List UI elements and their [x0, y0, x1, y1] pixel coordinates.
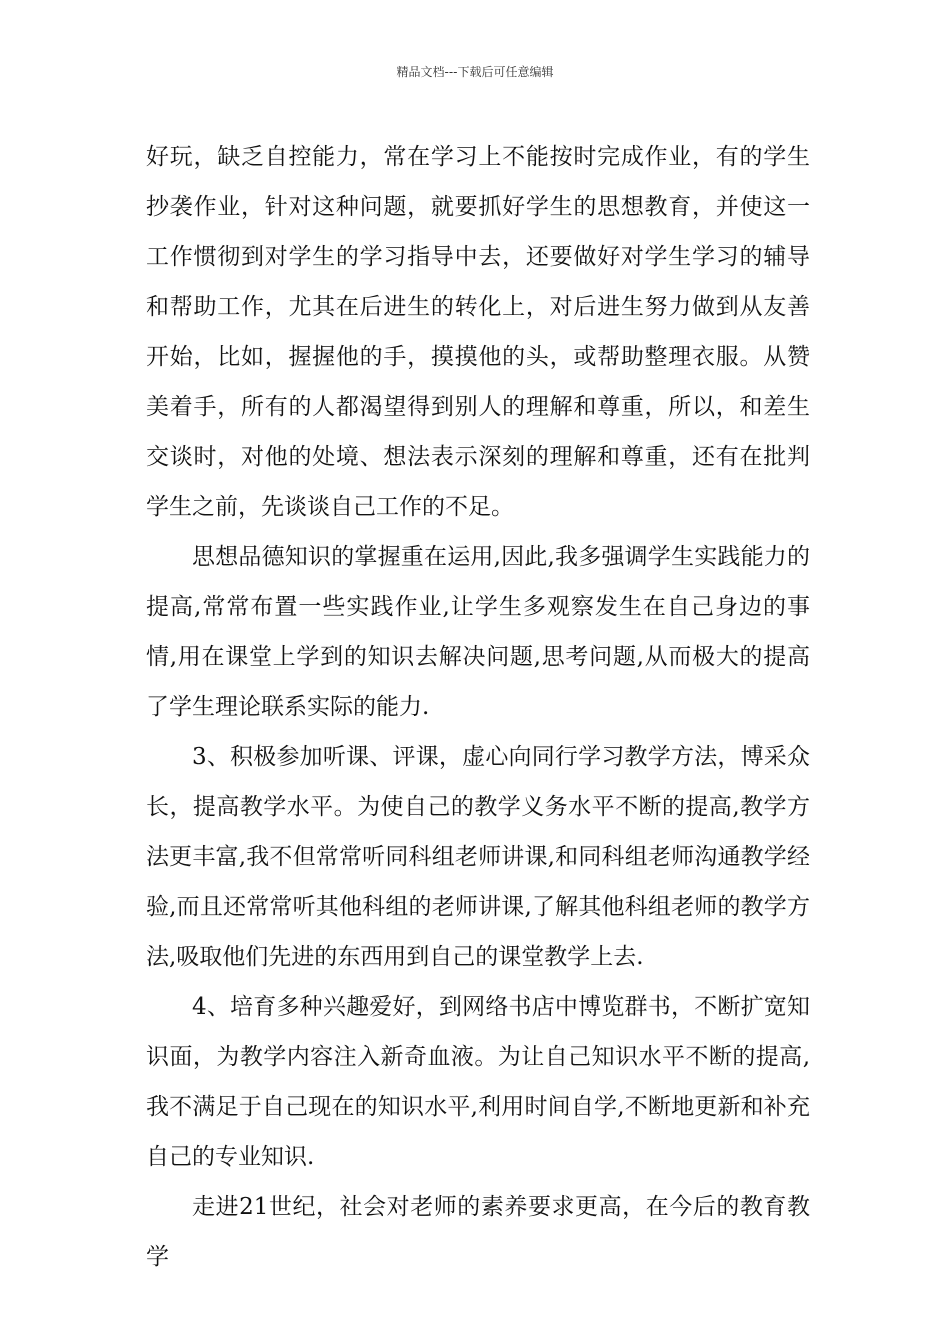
- paragraph-21st-century: 走进21世纪，社会对老师的素养要求更高，在今后的教育教学: [146, 1194, 810, 1270]
- paragraph-moral-knowledge: 思想品德知识的掌握重在运用,因此,我多强调学生实践能力的提高,常常布置一些实践作业,让学生多观察发生在自己身边的事情,用在课堂上学到的知识去解决问题,思考问题,从而极大的提高了学生理论联系实际的能力.: [146, 544, 810, 720]
- paragraph-item-3: 3、积极参加听课、评课，虚心向同行学习教学方法，博采众长，提高教学水平。为使自己的教学义务水平不断的提高,教学方法更丰富,我不但常常听同科组老师讲课,和同科组老师沟通教学经验,而且还常常听其他科组的老师讲课,了解其他科组老师的教学方法,吸取他们先进的东西用到自己的课堂教学上去.: [146, 744, 810, 970]
- paragraph-item-4: 4、培育多种兴趣爱好，到网络书店中博览群书，不断扩宽知识面，为教学内容注入新奇血液。为让自己知识水平不断的提高,我不满足于自己现在的知识水平,利用时间自学,不断地更新和补充自己的专业知识.: [146, 994, 810, 1170]
- document-body: [146, 132, 810, 1282]
- paragraph-continuation: 好玩，缺乏自控能力，常在学习上不能按时完成作业，有的学生抄袭作业，针对这种问题，就要抓好学生的思想教育，并使这一工作惯彻到对学生的学习指导中去，还要做好对学生学习的辅导和帮助工作，尤其在后进生的转化上，对后进生努力做到从友善开始，比如，握握他的手，摸摸他的头，或帮助整理衣服。从赞美着手，所有的人都渴望得到别人的理解和尊重，所以，和差生交谈时，对他的处境、想法表示深刻的理解和尊重，还有在批判学生之前，先谈谈自己工作的不足。: [146, 144, 810, 520]
- page-header: 精品文档---下载后可任意编辑: [396, 65, 554, 79]
